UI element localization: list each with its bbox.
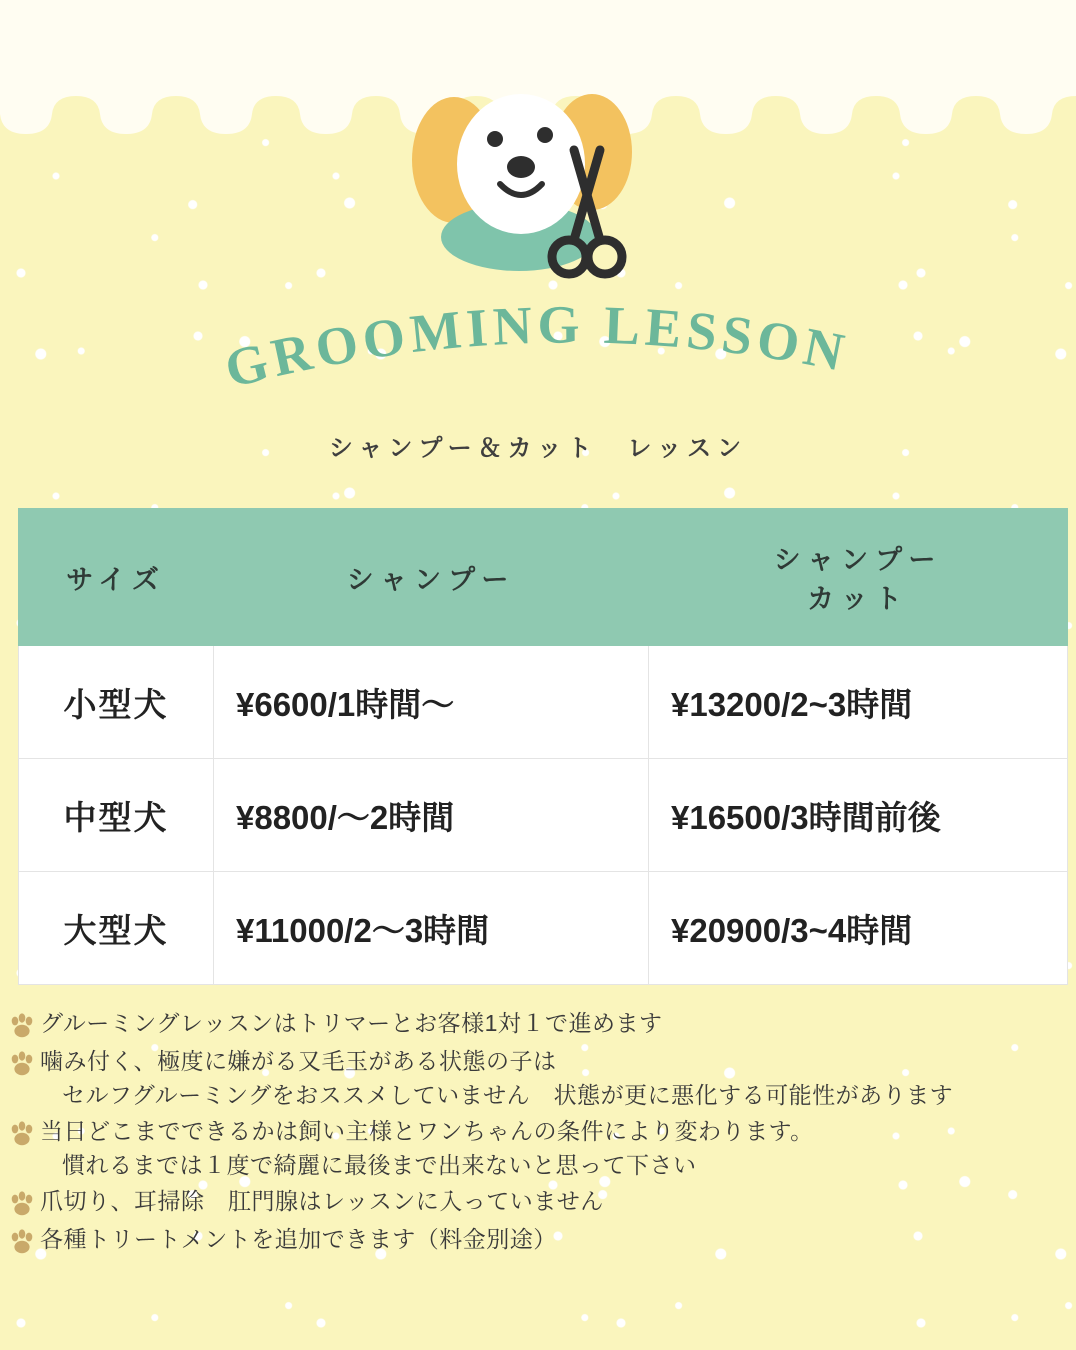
note-line: 当日どこまでできるかは飼い主様とワンちゃんの条件により変わります。 — [40, 1118, 814, 1144]
row-large-shampoo-cut: ¥20900/3~4時間 — [649, 872, 1068, 985]
paw-icon — [8, 1190, 36, 1220]
list-item — [8, 1184, 1068, 1220]
note-line: 噛み付く、極度に嫌がる又毛玉がある状態の子は — [40, 1048, 557, 1074]
note-text — [40, 1184, 1068, 1218]
header-shampoo-cut-label2: カット — [807, 584, 909, 614]
list-item — [8, 1044, 1068, 1112]
row-small-shampoo-cut: ¥13200/2~3時間 — [649, 646, 1068, 759]
paw-icon — [8, 1228, 36, 1258]
note-text — [40, 1222, 1068, 1256]
note-line: 慣れるまでは１度で綺麗に最後まで出来ないと思って下さい — [62, 1152, 697, 1178]
note-text — [40, 1044, 1068, 1112]
paw-icon — [8, 1120, 36, 1150]
paw-icon — [8, 1050, 36, 1080]
row-small-shampoo: ¥6600/1時間〜 — [214, 646, 649, 759]
header-shampoo-cut — [649, 509, 1068, 646]
page-title: GROOMING LESSON — [219, 294, 854, 400]
row-size-small: 小型犬 — [19, 646, 214, 759]
page-subtitle: シャンプー＆カット レッスン — [328, 435, 748, 462]
row-medium-shampoo-cut: ¥16500/3時間前後 — [649, 759, 1068, 872]
row-size-medium: 中型犬 — [19, 759, 214, 872]
note-text — [40, 1006, 1068, 1040]
table-row — [19, 759, 1068, 872]
page-title-arc — [0, 292, 1076, 422]
row-large-shampoo: ¥11000/2〜3時間 — [214, 872, 649, 985]
price-table-body — [19, 646, 1068, 985]
list-item — [8, 1114, 1068, 1182]
note-line: 爪切り、耳掃除 肛門腺はレッスンに入っていません — [40, 1188, 604, 1214]
table-row — [19, 646, 1068, 759]
notes-list — [8, 1006, 1068, 1260]
note-line: セルフグルーミングをおススメしていません 状態が更に悪化する可能性があります — [62, 1082, 954, 1108]
price-table — [18, 508, 1068, 985]
header-shampoo — [214, 509, 649, 646]
row-medium-shampoo: ¥8800/〜2時間 — [214, 759, 649, 872]
header-shampoo-label: シャンプー — [346, 564, 516, 595]
paw-icon — [8, 1012, 36, 1042]
dog-right-eye — [537, 127, 553, 143]
table-row — [19, 872, 1068, 985]
dog-with-scissors-logo — [0, 72, 1076, 302]
header-shampoo-cut-label: シャンプー — [773, 545, 943, 575]
logo-graphic — [388, 72, 688, 302]
list-item — [8, 1006, 1068, 1042]
header-size — [19, 509, 214, 646]
note-text — [40, 1114, 1068, 1182]
dog-nose — [507, 156, 535, 178]
header-size-label: サイズ — [66, 564, 166, 595]
list-item — [8, 1222, 1068, 1258]
price-table-head — [19, 509, 1068, 646]
note-line: グルーミングレッスンはトリマーとお客様1対１で進めます — [40, 1010, 663, 1036]
table-header-row — [19, 509, 1068, 646]
dog-left-eye — [487, 131, 503, 147]
note-line: 各種トリートメントを追加できます（料金別途） — [40, 1226, 557, 1252]
row-size-large: 大型犬 — [19, 872, 214, 985]
